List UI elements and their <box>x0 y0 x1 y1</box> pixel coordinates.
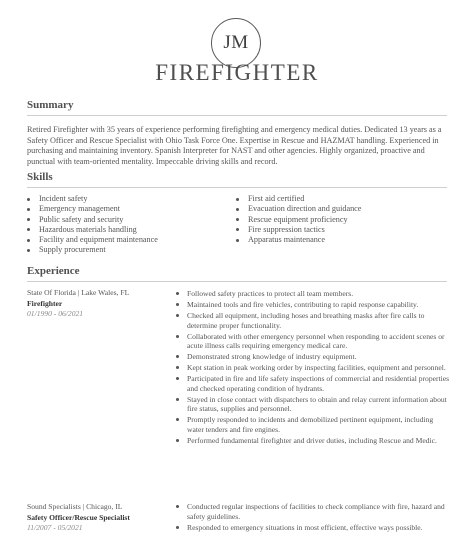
duty-item: Kept station in peak working order by inspecting facilities, equipment and personnel. <box>176 363 450 373</box>
initials: JM <box>223 32 249 53</box>
bullet-icon <box>176 335 179 338</box>
summary-heading: Summary <box>27 99 74 111</box>
skill-item: Rescue equipment proficiency <box>236 215 361 225</box>
duty-item: Checked all equipment, including hoses and breathing masks after fire calls to determine proper functionality. <box>176 311 450 330</box>
bullet-icon <box>27 239 30 242</box>
bullet-icon <box>176 418 179 421</box>
bullet-icon <box>27 218 30 221</box>
resume-name: FIREFIGHTER <box>155 60 319 85</box>
job-duties-list <box>176 502 450 534</box>
skills-divider <box>27 187 447 188</box>
bullet-icon <box>176 366 179 369</box>
bullet-icon <box>236 228 239 231</box>
job-header <box>27 288 129 320</box>
summary-divider <box>27 115 447 116</box>
skill-item: Evacuation direction and guidance <box>236 204 361 214</box>
job-header <box>27 502 130 534</box>
duty-item: Maintained tools and fire vehicles, contributing to rapid response capability. <box>176 300 450 310</box>
job-dates: 01/1990 - 06/2021 <box>27 309 84 318</box>
bullet-icon <box>176 526 179 529</box>
skill-item: Fire suppression tactics <box>236 225 361 235</box>
bullet-icon <box>176 303 179 306</box>
bullet-icon <box>176 377 179 380</box>
job-dates: 11/2007 - 05/2021 <box>27 523 83 532</box>
skill-item: Incident safety <box>27 194 158 204</box>
bullet-icon <box>176 505 179 508</box>
summary-text: Retired Firefighter with 35 years of experience performing firefighting and emergency medical duties. Dedicated 13 years as a Safety Officer and Rescue Specialist with Ohio Task Force One. Expertise in Rescue and HAZMAT handling. Experienced in purchasing and maintaining inventory. Spanish Interpreter for NAST and other agencies. Highly organized, proactive and punctual with team-oriented mentality. Impeccable driving skills and record. <box>27 125 442 166</box>
skills-list-right <box>236 194 361 245</box>
experience-heading: Experience <box>27 265 80 277</box>
skills-heading: Skills <box>27 171 53 183</box>
bullet-icon <box>176 355 179 358</box>
bullet-icon <box>176 439 179 442</box>
bullet-icon <box>176 314 179 317</box>
duty-item: Performed fundamental firefighter and driver duties, including Rescue and Medic. <box>176 436 450 446</box>
duty-item: Demonstrated strong knowledge of industry equipment. <box>176 352 450 362</box>
skill-item: Supply procurement <box>27 245 158 255</box>
bullet-icon <box>27 249 30 252</box>
bullet-icon <box>27 198 30 201</box>
job-company: Sound Specialists | Chicago, IL <box>27 502 123 511</box>
duty-item: Responded to emergency situations in most efficient, effective ways possible. <box>176 523 450 533</box>
job-duties-list <box>176 289 450 447</box>
job-title: Safety Officer/Rescue Specialist <box>27 512 130 522</box>
duty-item: Collaborated with other emergency personnel when responding to accident scenes or acute illness calls requiring emergency medical care. <box>176 332 450 351</box>
job-company: State Of Florida | Lake Wales, FL <box>27 288 130 297</box>
skill-item: Public safety and security <box>27 215 158 225</box>
duty-item: Conducted regular inspections of facilities to check compliance with fire, hazard and safety guidelines. <box>176 502 450 521</box>
duty-item: Stayed in close contact with dispatchers to obtain and relay current information about fire status, supplies and personnel. <box>176 395 450 414</box>
skill-item: Facility and equipment maintenance <box>27 235 158 245</box>
skill-item: Hazardous materials handling <box>27 225 158 235</box>
job-title: Firefighter <box>27 298 63 308</box>
skill-item: First aid certified <box>236 194 361 204</box>
bullet-icon <box>27 208 30 211</box>
bullet-icon <box>236 198 239 201</box>
bullet-icon <box>236 208 239 211</box>
experience-divider <box>27 281 447 282</box>
duty-item: Followed safety practices to protect all team members. <box>176 289 450 299</box>
duty-item: Promptly responded to incidents and demobilized pertinent equipment, including water tenders and fire engines. <box>176 415 450 434</box>
skill-item: Emergency management <box>27 204 158 214</box>
bullet-icon <box>27 228 30 231</box>
bullet-icon <box>236 239 239 242</box>
bullet-icon <box>236 218 239 221</box>
bullet-icon <box>176 398 179 401</box>
skills-list-left <box>27 194 158 256</box>
skill-item: Apparatus maintenance <box>236 235 361 245</box>
bullet-icon <box>176 292 179 295</box>
duty-item: Participated in fire and life safety inspections of commercial and residential properties and checked operating condition of hydrants. <box>176 374 450 393</box>
